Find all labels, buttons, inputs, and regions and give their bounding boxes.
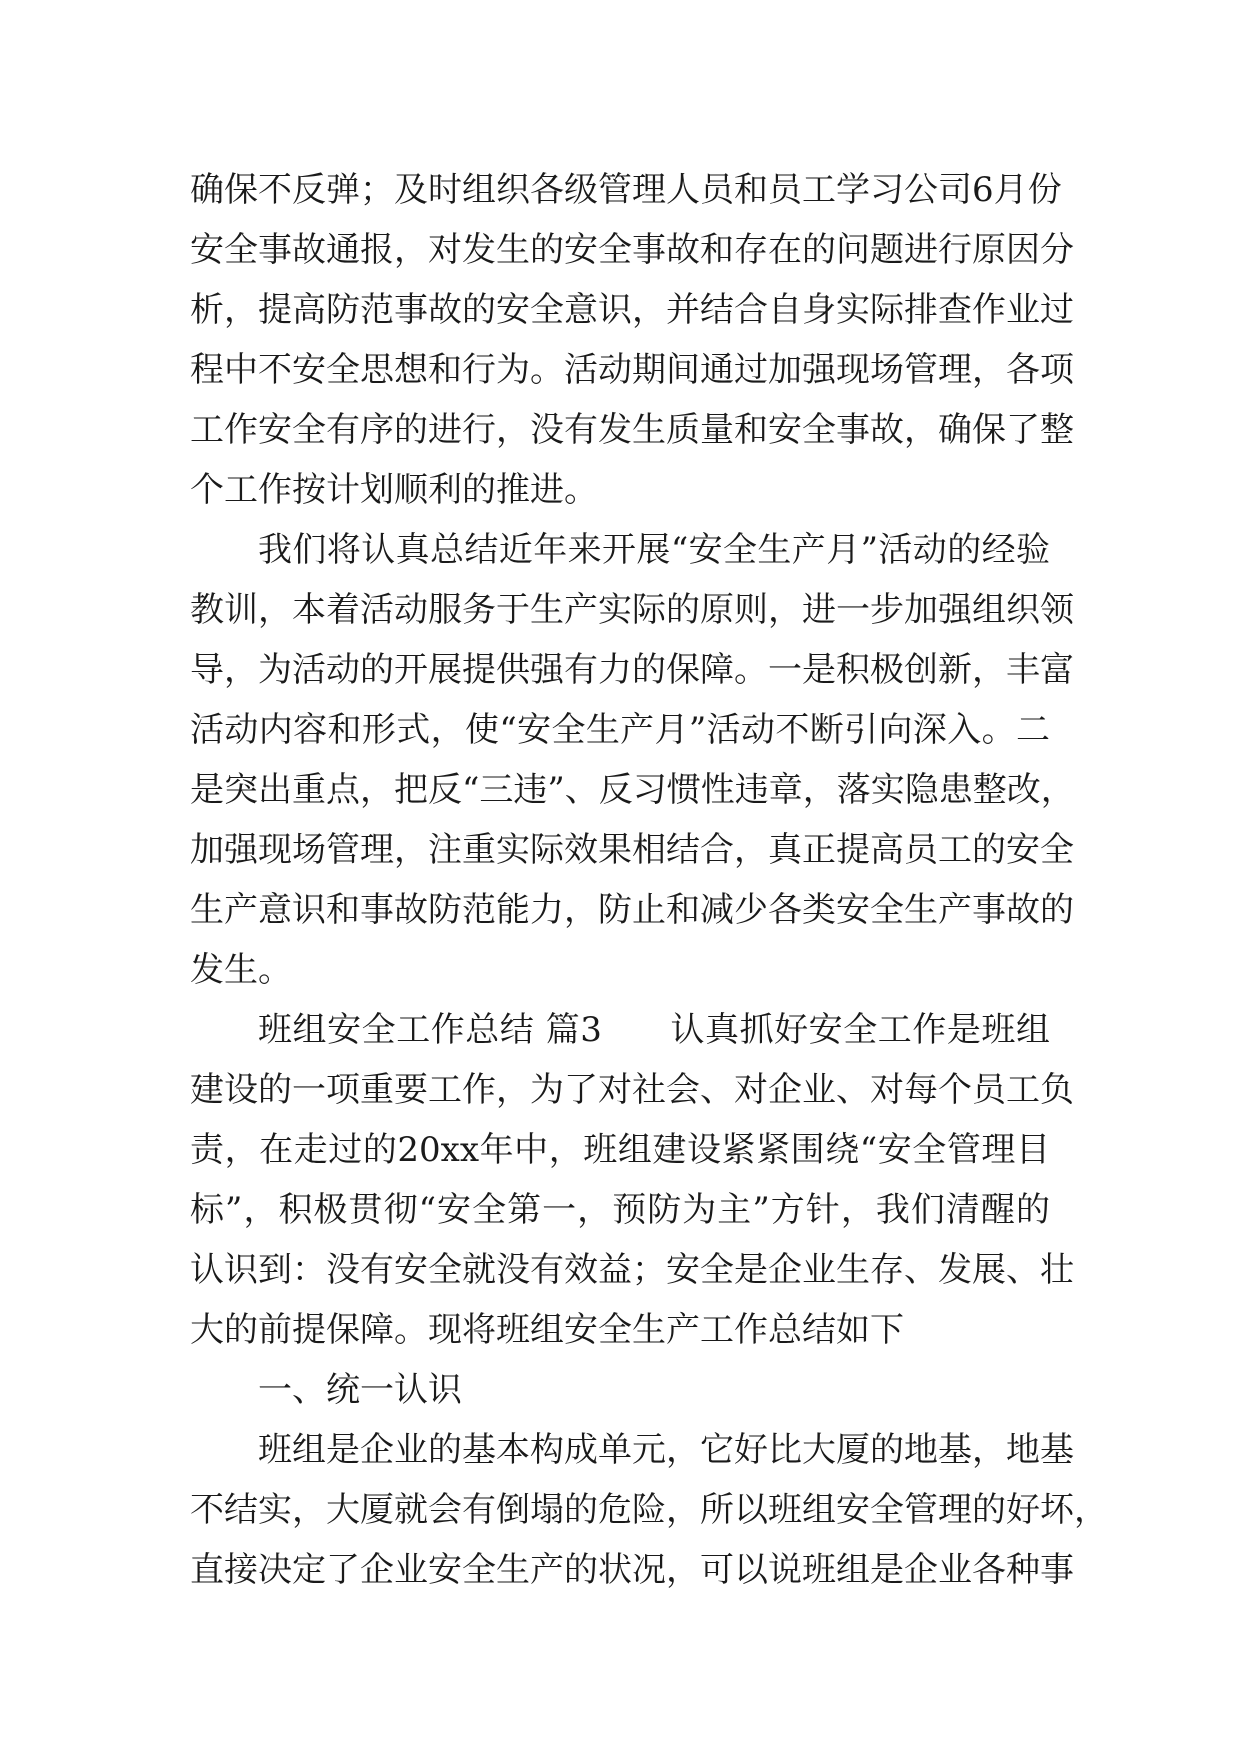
text-line: 加强现场管理，注重实际效果相结合，真正提高员工的安全 <box>190 830 1074 870</box>
text-line: 教训，本着活动服务于生产实际的原则，进一步加强组织领 <box>190 590 1074 630</box>
section-heading-line <box>190 1000 1050 1060</box>
text-line: 是突出重点，把反“三违”、反习惯性违章，落实隐患整改， <box>190 770 1075 810</box>
text-line: 生产意识和事故防范能力，防止和减少各类安全生产事故的 <box>190 890 1074 930</box>
paragraph-first-line: 班组是企业的基本构成单元，它好比大厦的地基，地基 <box>258 1430 1074 1470</box>
text-line: 导，为活动的开展提供强有力的保障。一是积极创新，丰富 <box>190 650 1074 690</box>
text-line: 析，提高防范事故的安全意识，并结合自身实际排查作业过 <box>190 290 1074 330</box>
text-line: 认识到：没有安全就没有效益；安全是企业生存、发展、壮 <box>190 1250 1074 1290</box>
text-line: 标”，积极贯彻“安全第一，预防为主”方针，我们清醒的 <box>190 1190 1050 1230</box>
paragraph-first-line: 我们将认真总结近年来开展“安全生产月”活动的经验 <box>258 530 1050 570</box>
text-line: 建设的一项重要工作，为了对社会、对企业、对每个员工负 <box>190 1070 1074 1110</box>
section-title: 班组安全工作总结 篇3 <box>258 1010 602 1050</box>
text-line: 责，在走过的20xx年中，班组建设紧紧围绕“安全管理目 <box>190 1130 1050 1170</box>
section-intro: 认真抓好安全工作是班组 <box>669 1010 1050 1050</box>
document-body <box>190 160 1108 1600</box>
text-line: 工作安全有序的进行，没有发生质量和安全事故，确保了整 <box>190 410 1074 450</box>
text-line: 确保不反弹；及时组织各级管理人员和员工学习公司6月份 <box>190 170 1062 210</box>
text-line: 程中不安全思想和行为。活动期间通过加强现场管理，各项 <box>190 350 1074 390</box>
text-line: 活动内容和形式，使“安全生产月”活动不断引向深入。二 <box>190 710 1050 750</box>
text-line: 不结实，大厦就会有倒塌的危险，所以班组安全管理的好坏， <box>190 1490 1108 1530</box>
text-line: 发生。 <box>190 950 292 990</box>
text-line: 直接决定了企业安全生产的状况，可以说班组是企业各种事 <box>190 1550 1074 1590</box>
subheading: 一、统一认识 <box>258 1370 462 1410</box>
text-line: 个工作按计划顺利的推进。 <box>190 470 598 510</box>
text-line: 安全事故通报，对发生的安全事故和存在的问题进行原因分 <box>190 230 1074 270</box>
text-line: 大的前提保障。现将班组安全生产工作总结如下 <box>190 1310 904 1350</box>
